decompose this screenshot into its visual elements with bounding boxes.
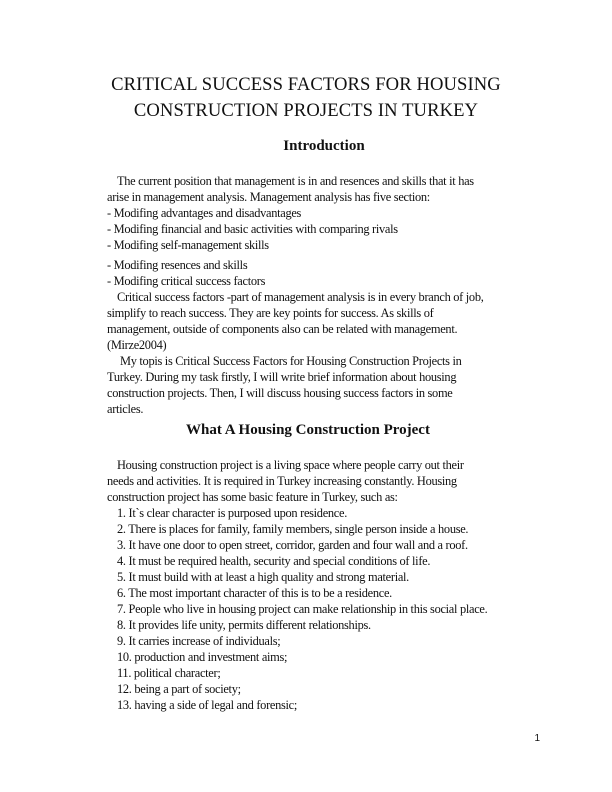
list-item: 4. It must be required health, security and special conditions of life. — [117, 554, 431, 568]
citation-line: (Mirze2004) — [107, 338, 167, 352]
paragraph-line: articles. — [107, 402, 144, 416]
list-item: 11. political character; — [117, 666, 221, 680]
bullet-line: - Modifing advantages and disadvantages — [107, 206, 302, 220]
paragraph-line: The current position that management is in and resences and skills that it has — [117, 174, 474, 188]
list-item: 3. It have one door to open street, corridor, garden and four wall and a roof. — [117, 538, 468, 552]
paragraph-line: simplify to reach success. They are key points for success. As skills of — [107, 306, 434, 320]
paragraph-line: My topis is Critical Success Factors for Housing Construction Projects in — [120, 354, 462, 368]
list-item: 13. having a side of legal and forensic; — [117, 698, 297, 712]
paragraph-line: Critical success factors -part of management analysis is in every branch of job, — [117, 290, 484, 304]
section-body — [107, 457, 547, 713]
bullet-line: - Modifing resences and skills — [107, 258, 248, 272]
list-item: 12. being a part of society; — [117, 682, 241, 696]
list-item: 1. It`s clear character is purposed upon residence. — [117, 506, 347, 520]
bullet-line: - Modifing self-management skills — [107, 238, 269, 252]
introduction-body — [107, 173, 547, 417]
list-item: 7. People who live in housing project can make relationship in this social place. — [117, 602, 488, 616]
list-item: 6. The most important character of this is to be a residence. — [117, 586, 392, 600]
paragraph-line: management, outside of components also can be related with management. — [107, 322, 458, 336]
list-item: 5. It must build with at least a high quality and strong material. — [117, 570, 409, 584]
page-number: 1 — [534, 733, 540, 744]
document-title-line-2: CONSTRUCTION PROJECTS IN TURKEY — [133, 100, 479, 121]
list-item: 8. It provides life unity, permits different relationships. — [117, 618, 371, 632]
bullet-line: - Modifing financial and basic activities with comparing rivals — [107, 222, 398, 236]
list-item: 9. It carries increase of individuals; — [117, 634, 281, 648]
paragraph-line: Housing construction project is a living space where people carry out their — [117, 458, 464, 472]
paragraph-line: arise in management analysis. Management analysis has five section: — [107, 190, 430, 204]
paragraph-line: Turkey. During my task firstly, I will write brief information about housing — [107, 370, 457, 384]
paragraph-line: construction project has some basic feature in Turkey, such as: — [107, 490, 398, 504]
section-heading: What A Housing Construction Project — [186, 422, 430, 438]
document-title-line-1: CRITICAL SUCCESS FACTORS FOR HOUSING — [111, 74, 501, 95]
introduction-heading: Introduction — [283, 138, 365, 154]
paragraph-line: construction projects. Then, I will discuss housing success factors in some — [107, 386, 453, 400]
list-item: 2. There is places for family, family members, single person inside a house. — [117, 522, 469, 536]
list-item: 10. production and investment aims; — [117, 650, 288, 664]
paragraph-line: needs and activities. It is required in Turkey increasing constantly. Housing — [107, 474, 457, 488]
bullet-line: - Modifing critical success factors — [107, 274, 266, 288]
